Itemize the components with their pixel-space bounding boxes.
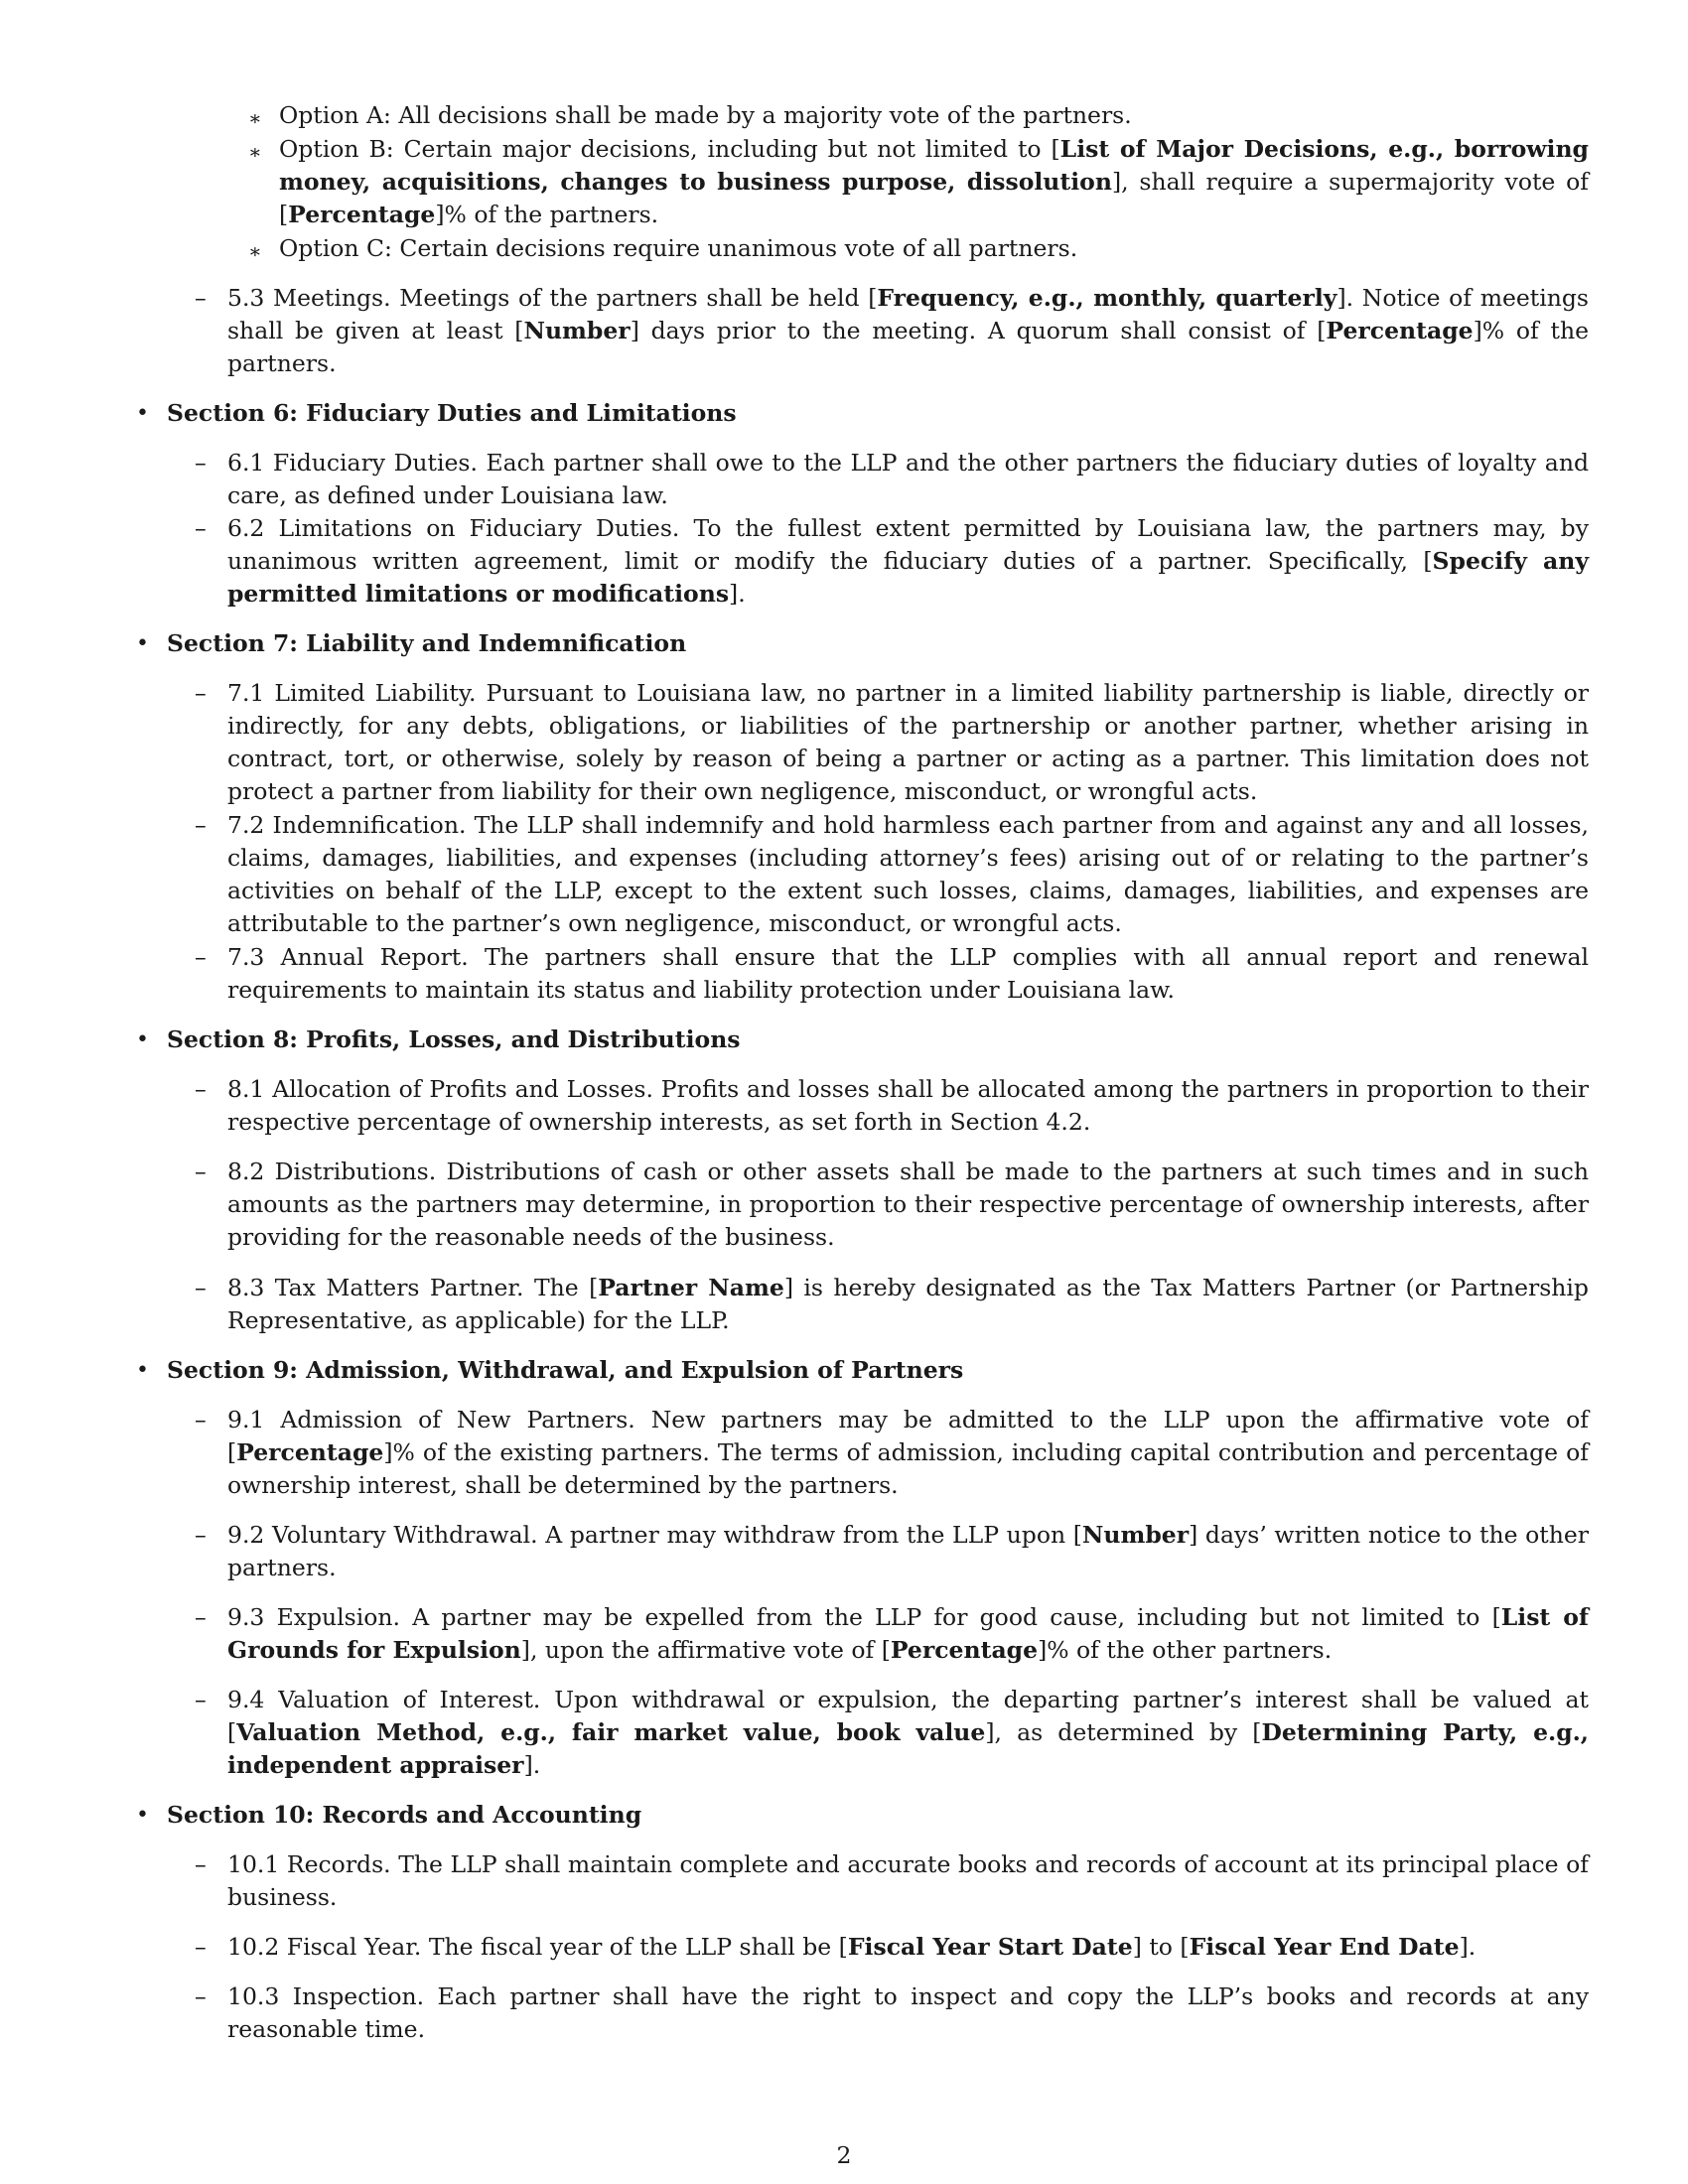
section-8-heading: Section 8: Profits, Losses, and Distributions xyxy=(167,1025,741,1053)
dash-marker: – xyxy=(195,514,207,542)
dash-marker: – xyxy=(195,1158,207,1185)
dash-marker: – xyxy=(195,1603,207,1631)
dash-marker: – xyxy=(195,1982,207,2010)
clause-7-2: 7.2 Indemnification. The LLP shall indemnify and hold harmless each partner from and against any and all losses, claims, damages, liabilities, and expenses (including attorney’s fees) arising out of or relating to the partner’s activities on behalf of the LLP, except to the extent such losses, claims, damages, liabilities, and expenses are attributable to the partner’s own negligence, misconduct, or wrongful acts. xyxy=(227,811,1589,937)
option-b: Option B: Certain major decisions, including but not limited to [List of Major Decisions, e.g., borrowing money, acquisitions, changes to business purpose, dissolution], shall require a supermajority vote of [Percentage]% of the partners. xyxy=(279,135,1589,228)
star-marker: ∗ xyxy=(248,140,262,164)
section-9-heading: Section 9: Admission, Withdrawal, and Expulsion of Partners xyxy=(167,1356,964,1384)
bullet-marker: • xyxy=(136,401,149,426)
dash-marker: – xyxy=(195,679,207,707)
dash-marker: – xyxy=(195,1933,207,1961)
dash-marker: – xyxy=(195,811,207,839)
clause-8-3: 8.3 Tax Matters Partner. The [Partner Name] is hereby designated as the Tax Matters Partner (or Partnership Representative, as applicable) for the LLP. xyxy=(227,1274,1589,1334)
clause-9-3: 9.3 Expulsion. A partner may be expelled from the LLP for good cause, including but not limited to [List of Grounds for Expulsion], upon the affirmative vote of [Percentage]% of the other partners. xyxy=(227,1603,1589,1664)
bullet-marker: • xyxy=(136,1803,149,1828)
dash-marker: – xyxy=(195,1274,207,1301)
bullet-marker: • xyxy=(136,631,149,656)
clause-9-2: 9.2 Voluntary Withdrawal. A partner may withdraw from the LLP upon [Number] days’ written notice to the other partners. xyxy=(227,1521,1589,1581)
section-6-heading: Section 6: Fiduciary Duties and Limitations xyxy=(167,399,737,427)
clause-10-3: 10.3 Inspection. Each partner shall have the right to inspect and copy the LLP’s books and records at any reasonable time. xyxy=(227,1982,1589,2043)
dash-marker: – xyxy=(195,284,207,312)
clause-9-1: 9.1 Admission of New Partners. New partners may be admitted to the LLP upon the affirmative vote of [Percentage]% of the existing partners. The terms of admission, including capital contribution and percentage of ownership interest, shall be determined by the partners. xyxy=(227,1406,1589,1499)
page-number: 2 xyxy=(836,2141,852,2169)
star-marker: ∗ xyxy=(248,106,262,130)
clause-6-2: 6.2 Limitations on Fiduciary Duties. To the fullest extent permitted by Louisiana law, the partners may, by unanimous written agreement, limit or modify the fiduciary duties of a partner. Specifically, [Specify any permitted limitations or modifications]. xyxy=(227,514,1589,608)
dash-marker: – xyxy=(195,1406,207,1433)
dash-marker: – xyxy=(195,943,207,971)
bullet-marker: • xyxy=(136,1027,149,1052)
clause-6-1: 6.1 Fiduciary Duties. Each partner shall owe to the LLP and the other partners the fiduciary duties of loyalty and care, as defined under Louisiana law. xyxy=(227,449,1589,509)
dash-marker: – xyxy=(195,1850,207,1878)
clause-10-1: 10.1 Records. The LLP shall maintain complete and accurate books and records of account at its principal place of business. xyxy=(227,1850,1589,1911)
section-10-heading: Section 10: Records and Accounting xyxy=(167,1801,642,1829)
star-marker: ∗ xyxy=(248,239,262,263)
clause-7-1: 7.1 Limited Liability. Pursuant to Louisiana law, no partner in a limited liability partnership is liable, directly or indirectly, for any debts, obligations, or liabilities of the partnership or another partner, whether arising in contract, tort, or otherwise, solely by reason of being a partner or acting as a partner. This limitation does not protect a partner from liability for their own negligence, misconduct, or wrongful acts. xyxy=(227,679,1589,805)
clause-8-1: 8.1 Allocation of Profits and Losses. Profits and losses shall be allocated among the partners in proportion to their respective percentage of ownership interests, as set forth in Section 4.2. xyxy=(227,1075,1589,1136)
dash-marker: – xyxy=(195,1686,207,1713)
clause-7-3: 7.3 Annual Report. The partners shall ensure that the LLP complies with all annual report and renewal requirements to maintain its status and liability protection under Louisiana law. xyxy=(227,943,1589,1004)
clause-9-4: 9.4 Valuation of Interest. Upon withdrawal or expulsion, the departing partner’s interest shall be valued at [Valuation Method, e.g., fair market value, book value], as determined by [Determining Party, e.g., independent appraiser]. xyxy=(227,1686,1589,1779)
dash-marker: – xyxy=(195,1075,207,1103)
clause-10-2: 10.2 Fiscal Year. The fiscal year of the LLP shall be [Fiscal Year Start Date] to [Fiscal Year End Date]. xyxy=(227,1933,1477,1961)
bullet-marker: • xyxy=(136,1358,149,1383)
option-a: Option A: All decisions shall be made by a majority vote of the partners. xyxy=(279,101,1132,129)
option-c: Option C: Certain decisions require unanimous vote of all partners. xyxy=(279,234,1078,262)
section-7-heading: Section 7: Liability and Indemnification xyxy=(167,629,687,657)
clause-8-2: 8.2 Distributions. Distributions of cash or other assets shall be made to the partners at such times and in such amounts as the partners may determine, in proportion to their respective percentage of ownership interests, after providing for the reasonable needs of the business. xyxy=(227,1158,1589,1251)
dash-marker: – xyxy=(195,1521,207,1549)
dash-marker: – xyxy=(195,449,207,477)
clause-5-3: 5.3 Meetings. Meetings of the partners shall be held [Frequency, e.g., monthly, quarterly]. Notice of meetings shall be given at least [Number] days prior to the meeting. A quorum shall consist of [Percentage]% of the partners. xyxy=(227,284,1589,377)
